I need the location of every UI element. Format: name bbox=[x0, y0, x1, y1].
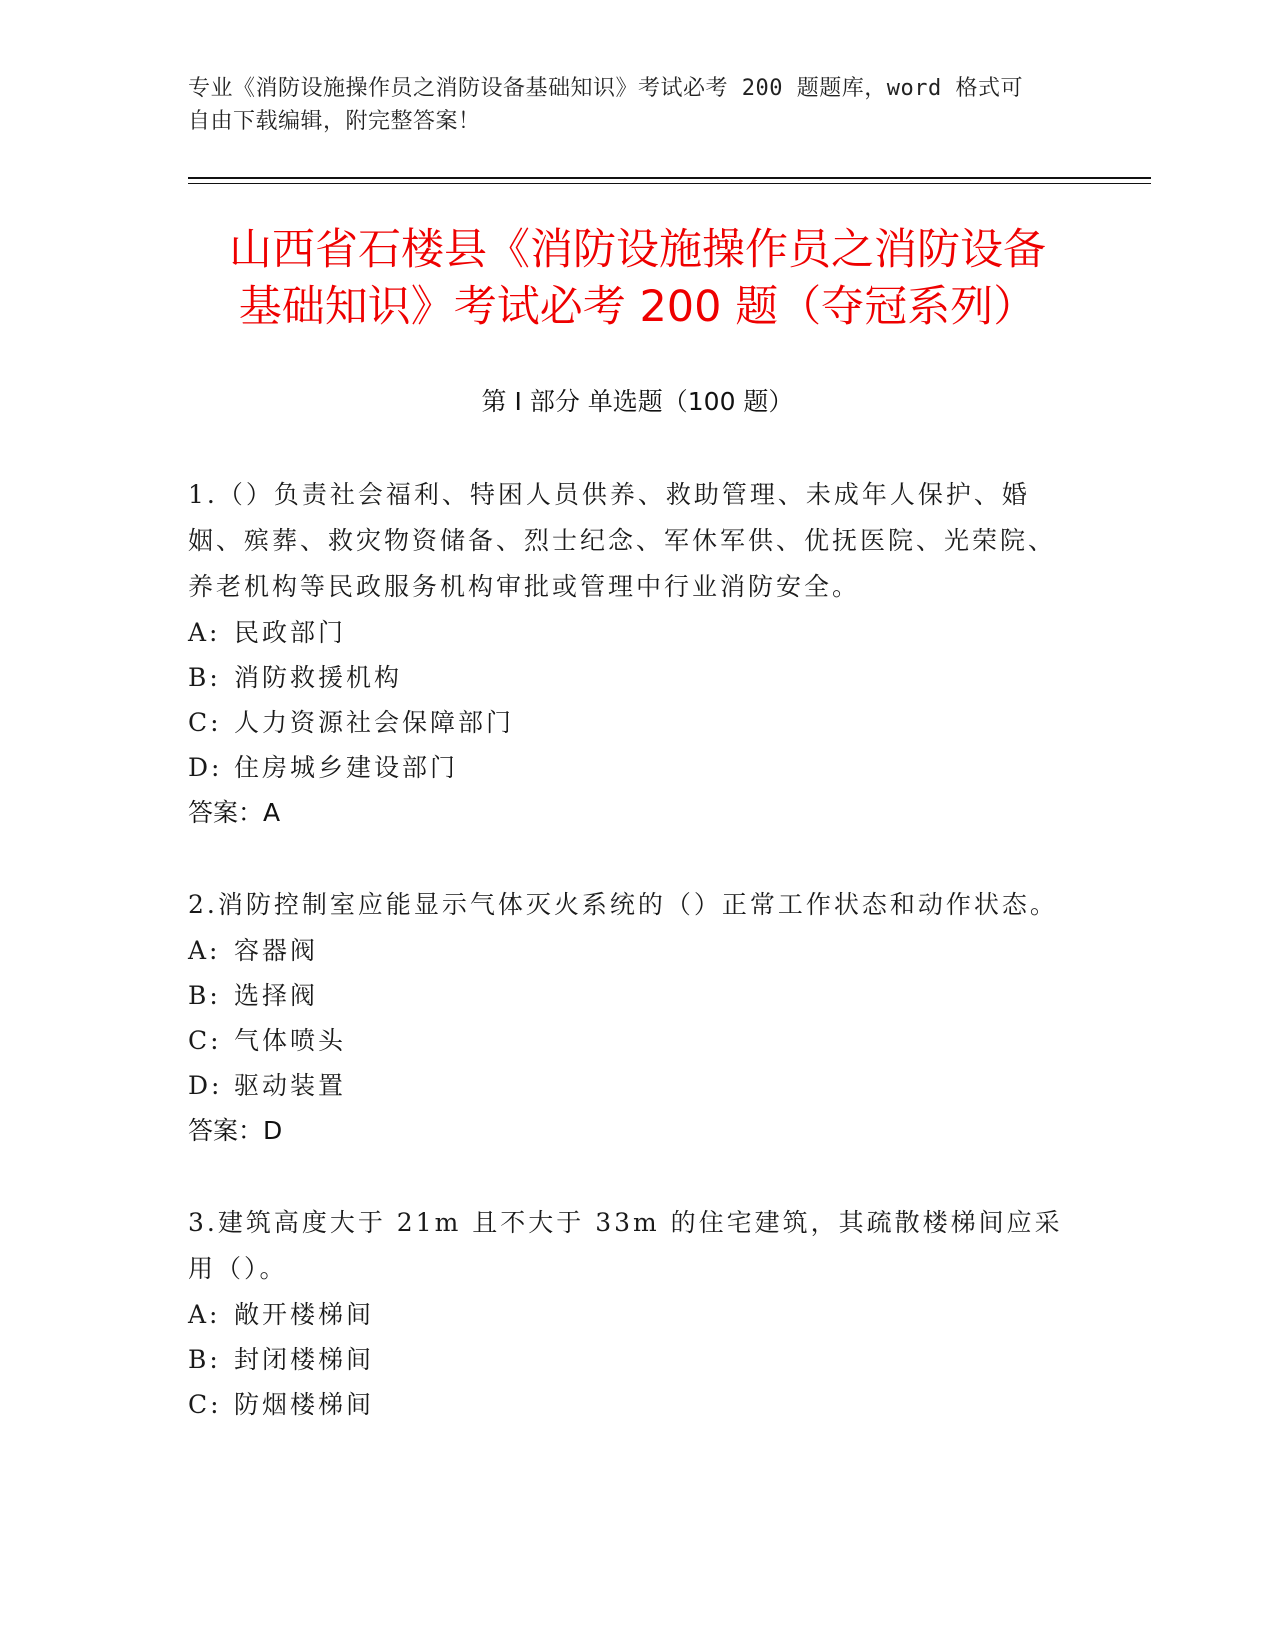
answer-option bbox=[188, 1063, 1068, 1108]
option-text: 驱动装置 bbox=[234, 1071, 347, 1100]
option-text: 敞开楼梯间 bbox=[234, 1300, 375, 1329]
option-text: 封闭楼梯间 bbox=[234, 1345, 375, 1374]
document-title bbox=[150, 222, 1125, 336]
question-item bbox=[188, 882, 1068, 1154]
answer-option bbox=[188, 655, 1068, 700]
header-divider bbox=[188, 177, 1151, 179]
header-note-line: 自由下载编辑，附完整答案！ bbox=[188, 109, 481, 134]
question-stem: 1.（）负责社会福利、特困人员供养、救助管理、未成年人保护、婚姻、殡葬、救灾物资储备、烈士纪念、军休军供、优抚医院、光荣院、养老机构等民政服务机构审批或管理中行业消防安全。 bbox=[188, 480, 1057, 601]
answer-option bbox=[188, 1018, 1068, 1063]
option-text: 气体喷头 bbox=[234, 1026, 347, 1055]
question-answer: 答案：D bbox=[188, 1116, 283, 1145]
question-item bbox=[188, 1200, 1068, 1427]
option-text: 防烟楼梯间 bbox=[234, 1390, 375, 1419]
option-key: A: bbox=[188, 936, 221, 965]
answer-option bbox=[188, 1382, 1068, 1427]
option-text: 容器阀 bbox=[234, 936, 319, 965]
option-key: A: bbox=[188, 1300, 221, 1329]
document-title-line: 山西省石楼县《消防设施操作员之消防设备 bbox=[229, 225, 1046, 275]
question-stem: 2.消防控制室应能显示气体灭火系统的（）正常工作状态和动作状态。 bbox=[188, 890, 1058, 919]
option-text: 消防救援机构 bbox=[234, 663, 403, 692]
question-answer: 答案：A bbox=[188, 798, 281, 827]
option-key: B: bbox=[188, 663, 221, 692]
option-text: 人力资源社会保障部门 bbox=[234, 708, 515, 737]
answer-option bbox=[188, 1337, 1068, 1382]
header-note bbox=[188, 72, 1068, 138]
section-title: 第 I 部分 单选题（100 题） bbox=[481, 387, 794, 416]
answer-option bbox=[188, 610, 1068, 655]
option-text: 住房城乡建设部门 bbox=[234, 753, 459, 782]
option-key: A: bbox=[188, 618, 221, 647]
document-title-line: 基础知识》考试必考 200 题（夺冠系列） bbox=[238, 282, 1037, 332]
header-divider-thin bbox=[188, 183, 1151, 184]
question-list bbox=[188, 472, 1068, 1473]
header-note-line: 专业《消防设施操作员之消防设备基础知识》考试必考 200 题题库，word 格式可 bbox=[188, 76, 1023, 101]
answer-option bbox=[188, 745, 1068, 790]
option-key: C: bbox=[188, 708, 222, 737]
option-text: 选择阀 bbox=[234, 981, 319, 1010]
answer-option bbox=[188, 1292, 1068, 1337]
option-text: 民政部门 bbox=[234, 618, 347, 647]
option-key: B: bbox=[188, 1345, 221, 1374]
answer-option bbox=[188, 700, 1068, 745]
option-key: C: bbox=[188, 1390, 222, 1419]
answer-option bbox=[188, 928, 1068, 973]
option-key: D: bbox=[188, 753, 223, 782]
question-stem: 3.建筑高度大于 21m 且不大于 33m 的住宅建筑，其疏散楼梯间应采用（）。 bbox=[188, 1208, 1063, 1283]
option-key: C: bbox=[188, 1026, 222, 1055]
option-key: D: bbox=[188, 1071, 223, 1100]
answer-option bbox=[188, 973, 1068, 1018]
option-key: B: bbox=[188, 981, 221, 1010]
question-item bbox=[188, 472, 1068, 836]
